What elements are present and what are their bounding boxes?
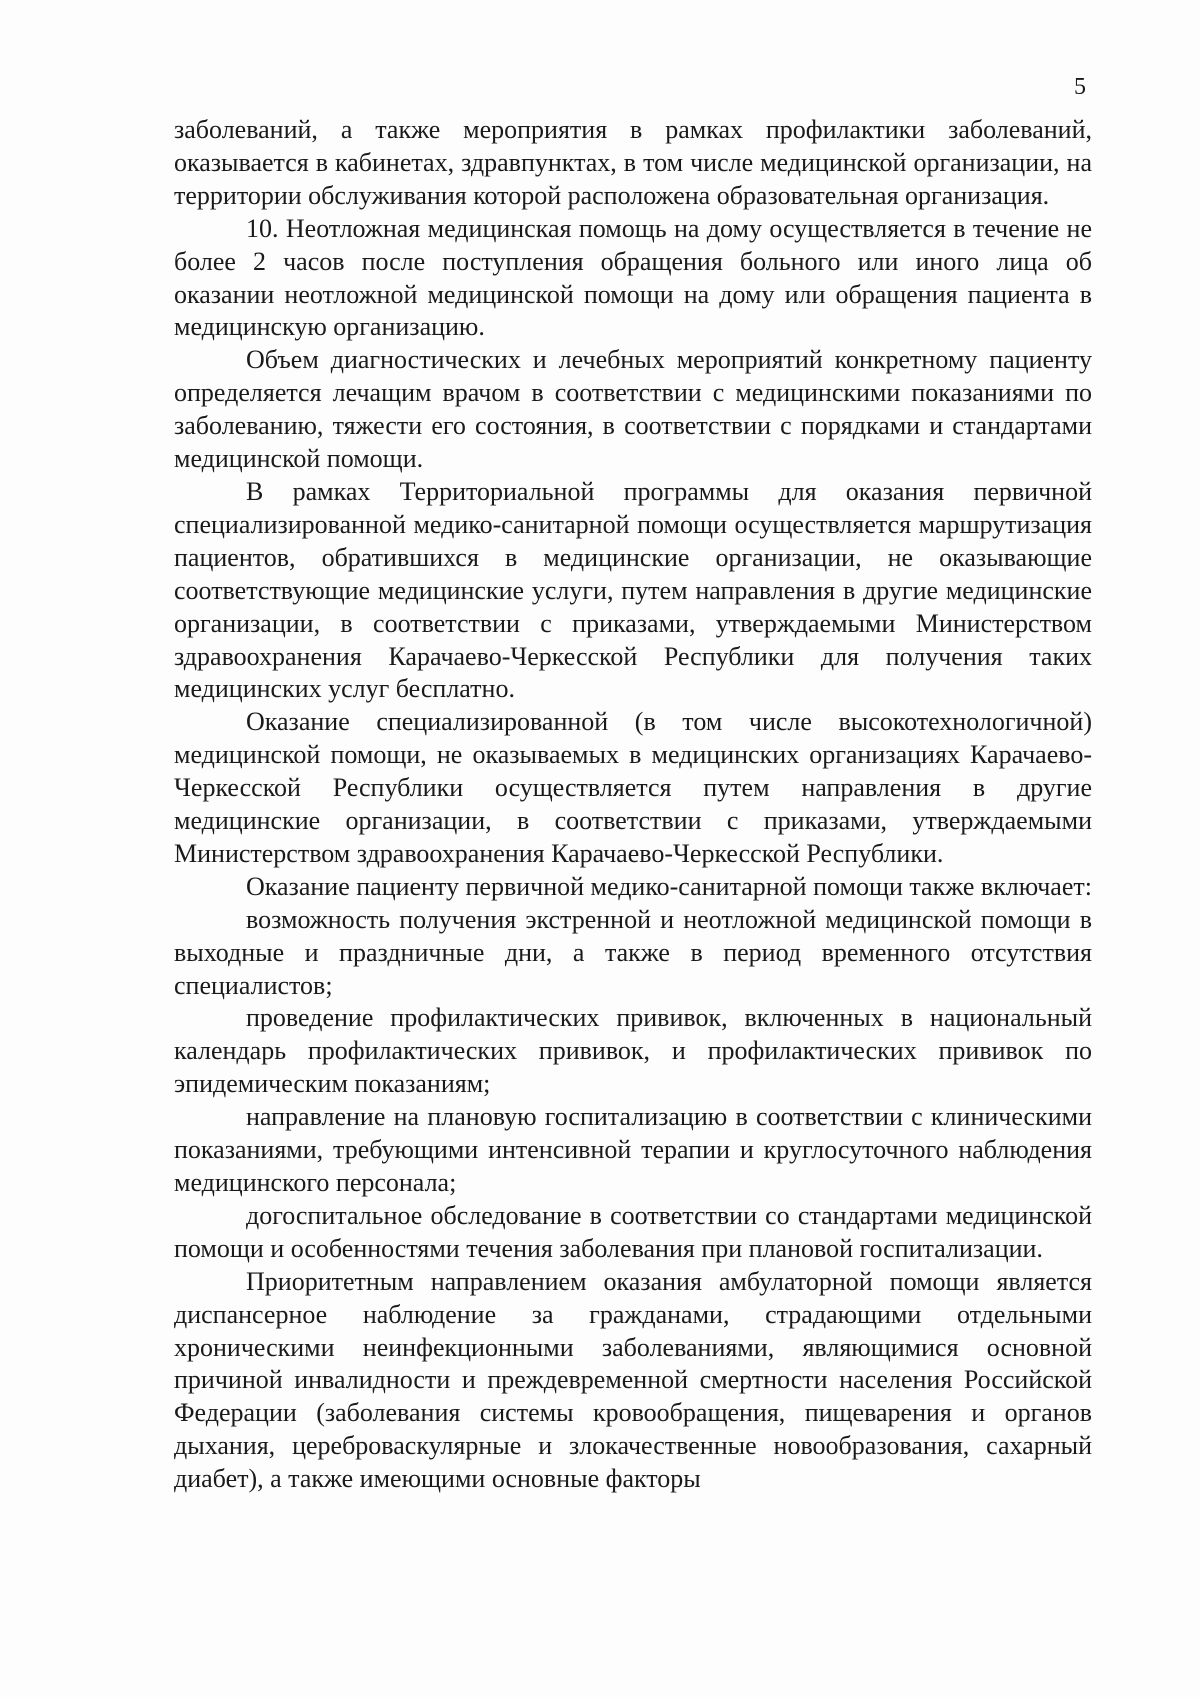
paragraph: 10. Неотложная медицинская помощь на дому осуществляется в течение не более 2 часов после поступления обращения больного или иного лица об оказании неотложной медицинской помощи на дому или обращения пациента в медицинскую организацию.: [174, 213, 1092, 342]
body-text: [174, 114, 1092, 1496]
paragraph: направление на плановую госпитализацию в соответствии с клиническими показаниями, требующими интенсивной терапии и круглосуточного наблюдения медицинского персонала;: [174, 1102, 1092, 1197]
paragraph: Оказание пациенту первичной медико-санитарной помощи также включает:: [246, 871, 1092, 901]
paragraph: заболеваний, а также мероприятия в рамках профилактики заболеваний, оказывается в кабинетах, здравпунктах, в том числе медицинской организации, на территории обслуживания которой расположена образовательная организация.: [174, 115, 1092, 210]
paragraph: Оказание специализированной (в том числе высокотехнологичной) медицинской помощи, не оказываемых в медицинских организациях Карачаево-Черкесской Республики осуществляется путем направления в другие медицинские организации, в соответствии с приказами, утверждаемыми Министерством здравоохранения Карачаево-Черкесской Республики.: [174, 707, 1092, 868]
paragraph: В рамках Территориальной программы для оказания первичной специализированной медико-санитарной помощи осуществляется маршрутизация пациентов, обратившихся в медицинские организации, не оказывающие соответствующие медицинские услуги, путем направления в другие медицинские организации, в соответствии с приказами, утверждаемыми Министерством здравоохранения Карачаево-Черкесской Республики для получения таких медицинских услуг бесплатно.: [174, 476, 1092, 704]
paragraph: Приоритетным направлением оказания амбулаторной помощи является диспансерное наблюдение за гражданами, страдающими отдельными хроническими неинфекционными заболеваниями, являющимися основной причиной инвалидности и преждевременной смертности населения Российской Федерации (заболевания системы кровообращения, пищеварения и органов дыхания, цереброваскулярные и злокачественные новообразования, сахарный диабет), а также имеющими основные факторы: [174, 1266, 1092, 1494]
paragraph: Объем диагностических и лечебных мероприятий конкретному пациенту определяется лечащим врачом в соответствии с медицинскими показаниями по заболеванию, тяжести его состояния, в соответствии с порядками и стандартами медицинской помощи.: [174, 345, 1092, 474]
paragraph: проведение профилактических прививок, включенных в национальный календарь профилактических прививок, и профилактических прививок по эпидемическим показаниям;: [174, 1003, 1092, 1099]
paragraph: догоспитальное обследование в соответствии со стандартами медицинской помощи и особенностями течения заболевания при плановой госпитализации.: [174, 1200, 1092, 1263]
paragraph: возможность получения экстренной и неотложной медицинской помощи в выходные и праздничные дни, а также в период временного отсутствия специалистов;: [174, 904, 1092, 1000]
page-number: 5: [1074, 74, 1086, 100]
